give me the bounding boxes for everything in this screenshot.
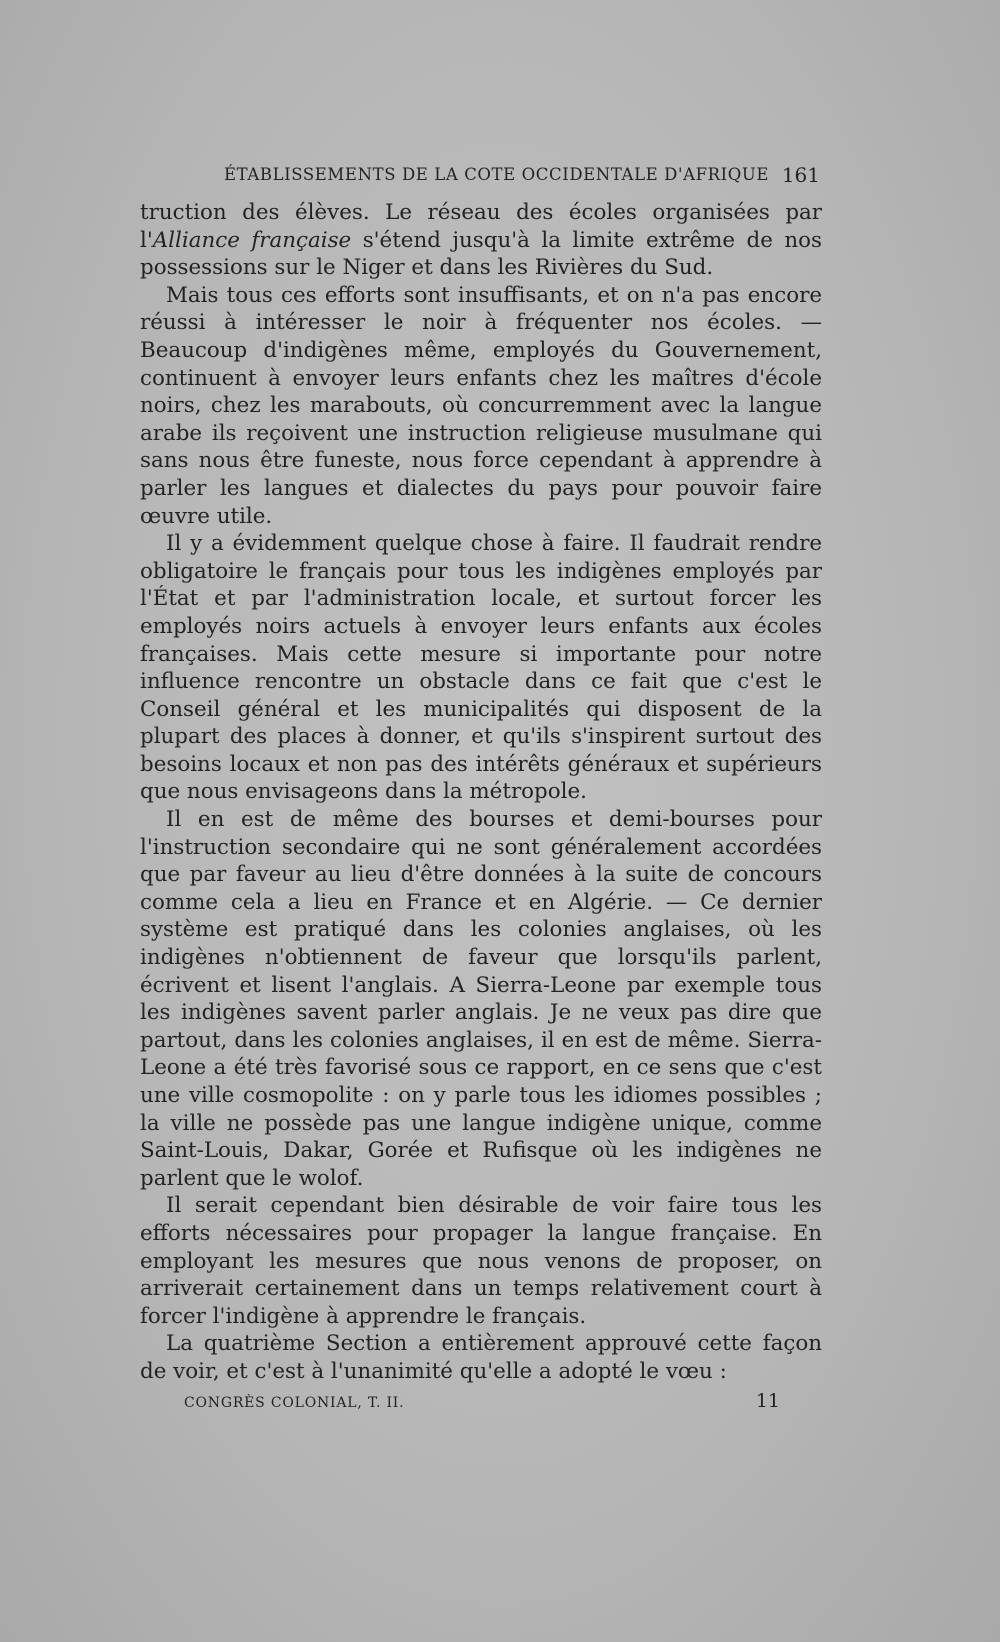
signature-mark: CONGRÈS COLONIAL, T. II. [184, 1395, 405, 1411]
paragraph-1 [140, 199, 822, 282]
page-number: 161 [781, 163, 820, 187]
paragraph-2: Mais tous ces efforts sont insuffisants, et on n'a pas encore réussi à intéresser le noir à fréquenter nos écoles. — Beaucoup d'indigènes même, employés du Gouvernement, continuent à envoyer leurs enfants chez les maîtres d'école noirs, chez les marabouts, où concurremment avec la langue arabe ils reçoivent une instruction religieuse musulmane qui sans nous être funeste, nous force cependant à apprendre à parler les langues et dialectes du pays pour pouvoir faire œuvre utile. [140, 282, 822, 529]
paragraph-3: Il y a évidemment quelque chose à faire. Il faudrait rendre obligatoire le français pour tous les indigènes employés par l'État et par l'administration locale, et surtout forcer les employés noirs actuels à envoyer leurs enfants aux écoles françaises. Mais cette mesure si importante pour notre influence rencontre un obstacle dans ce fait que c'est le Conseil général et les municipalités qui disposent de la plupart des places à donner, et qu'ils s'inspirent surtout des besoins locaux et non pas des intérêts généraux et supérieurs que nous envisageons dans la métropole. [140, 531, 822, 805]
paragraph-1-start: truction des élèves. Le réseau des écoles organisées par l' [140, 200, 822, 253]
signature-number: 11 [755, 1390, 780, 1412]
running-title: ÉTABLISSEMENTS DE LA COTE OCCIDENTALE D'AFRIQUE [224, 165, 770, 184]
italic-alliance-francaise: Alliance française [152, 227, 352, 253]
body-text [140, 199, 822, 1386]
page-footer [140, 1390, 780, 1416]
running-header [140, 163, 820, 189]
paragraph-4: Il en est de même des bourses et demi-bourses pour l'instruction secondaire qui ne sont généralement accordées que par faveur au lieu d'être données à la suite de concours comme cela a lieu en France et en Algérie. — Ce dernier système est pratiqué dans les colonies anglaises, où les indigènes n'obtiennent de faveur que lorsqu'ils parlent, écrivent et lisent l'anglais. A Sierra-Leone par exemple tous les indigènes savent parler anglais. Je ne veux pas dire que partout, dans les colonies anglaises, il en est de même. Sierra-Leone a été très favorisé sous ce rapport, en ce sens que c'est une ville cosmopolite : on y parle tous les idiomes possibles ; la ville ne possède pas une langue indigène unique, comme Saint-Louis, Dakar, Gorée et Rufisque où les indigènes ne parlent que le wolof. [140, 807, 822, 1191]
paragraph-6: La quatrième Section a entièrement approuvé cette façon de voir, et c'est à l'unanimité qu'elle a adopté le vœu : [140, 1331, 822, 1384]
paragraph-5: Il serait cependant bien désirable de voir faire tous les efforts nécessaires pour propager la langue française. En employant les mesures que nous venons de proposer, on arriverait certainement dans un temps relativement court à forcer l'indigène à apprendre le français. [140, 1193, 822, 1329]
paragraph-1-end: s'étend jusqu'à la limite extrême de nos possessions sur le Niger et dans les Rivières du Sud. [140, 227, 822, 281]
